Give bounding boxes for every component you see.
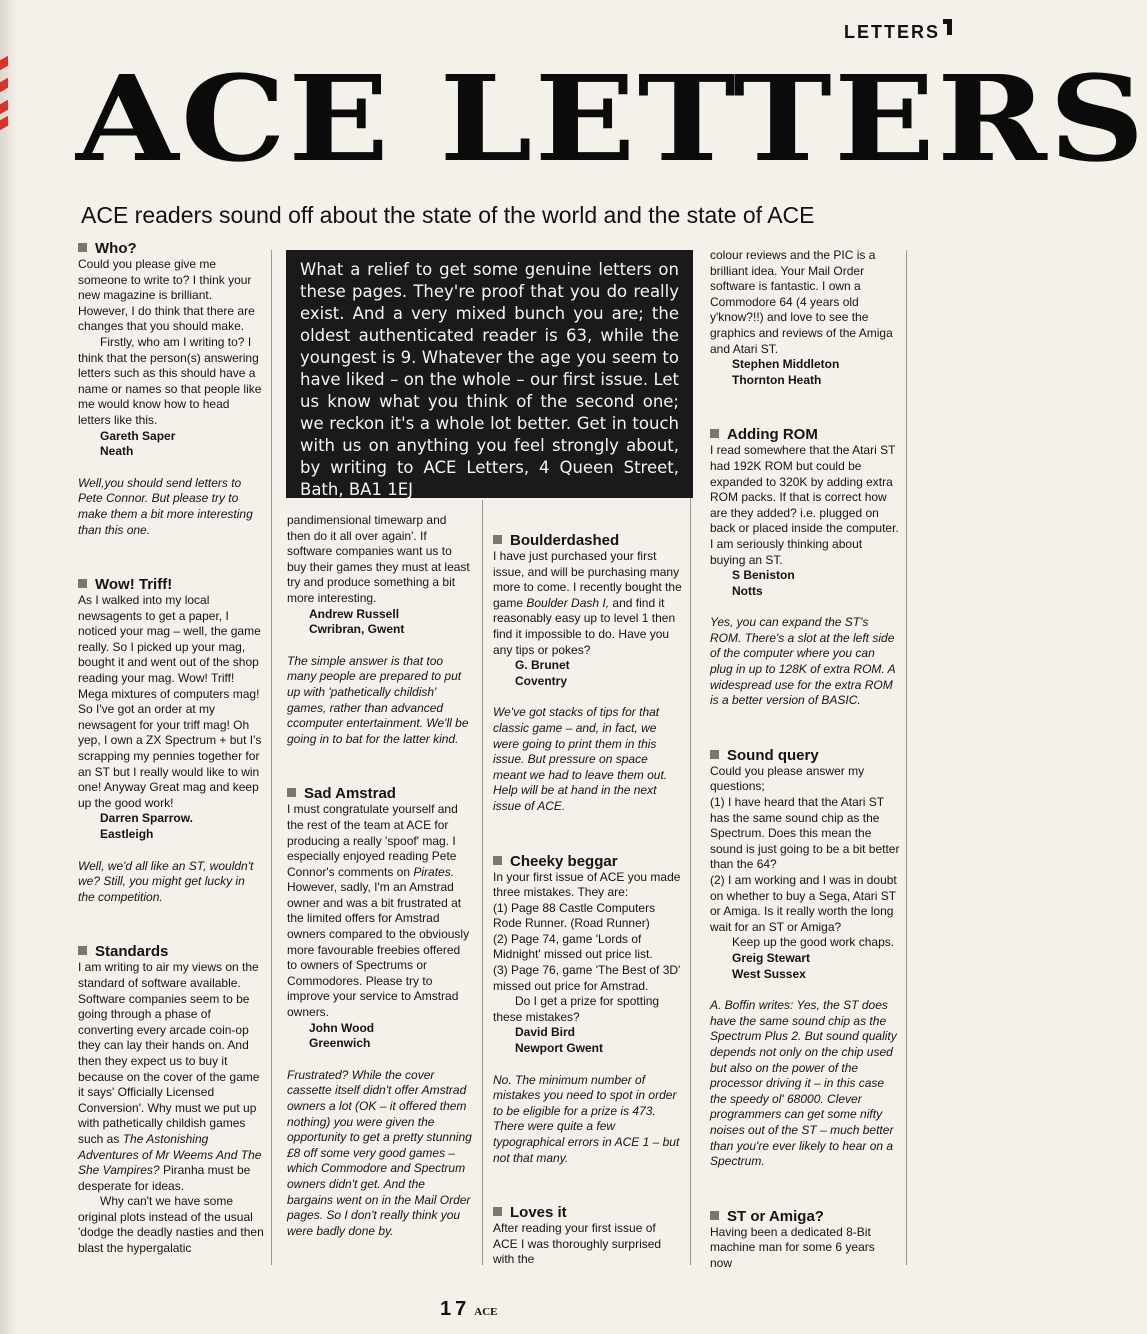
signature-place: West Sussex bbox=[732, 966, 806, 981]
bullet-square-icon bbox=[493, 1207, 502, 1216]
letter-body: I must congratulate yourself and the rest of the team at ACE for producing a really 'spoof' mag. I especially enjoyed reading Pete Connor's comments on Pirates. However, sadly, I'm an Amstrad owner and was a bit frustrated at the limited offers for Amstrad owners compared to the obviously more favourable freebies offered to owners of Spectrums or Commodores. Please try to improve your service to Amstrad owners. bbox=[287, 802, 470, 1020]
letter-heading: Sad Amstrad bbox=[287, 785, 473, 802]
magazine-name: ACE bbox=[474, 1306, 498, 1318]
letter-list-item: (1) Page 88 Castle Computers Rode Runner. (Road Runner) bbox=[493, 900, 656, 931]
bullet-square-icon bbox=[78, 946, 87, 955]
signature-place: Cwribran, Gwent bbox=[309, 622, 405, 637]
signature-place: Notts bbox=[732, 583, 763, 598]
spine-color-mark bbox=[0, 56, 8, 71]
signature-name: Gareth Saper bbox=[100, 428, 176, 443]
spine-color-mark bbox=[0, 116, 8, 131]
letter-adding-rom bbox=[710, 426, 900, 709]
editor-reply: The simple answer is that too many people are prepared to put up with 'pathetically childish' games, rather than advanced ccomputer entertainment. We'll be going in to bat for the latter kind. bbox=[287, 653, 469, 746]
editor-reply: Yes, you can expand the ST's ROM. There's a slot at the left side of the computer where you can plug in up to 128K of extra ROM. A widespread use for the extra ROM is a better version of BASIC. bbox=[710, 615, 896, 708]
column-divider bbox=[906, 250, 907, 1265]
letter-body: Why can't we have some original plots instead of the usual 'dodge the deadly nasties and then blast the hypergalatic bbox=[78, 1194, 264, 1256]
letter-loves-it-continued bbox=[710, 248, 900, 388]
signature-name: G. Brunet bbox=[515, 658, 570, 673]
column-divider bbox=[271, 250, 272, 1265]
section-tag: LETTERS bbox=[844, 22, 940, 43]
bullet-square-icon bbox=[710, 429, 719, 438]
letter-body: Could you please give me someone to write to? I think your new magazine is brilliant. However, I do think that there are changes that you should make. bbox=[78, 257, 255, 334]
letter-list-item: (1) I have heard that the Atari ST has the same sound chip as the Spectrum. Does this mean the sound is just going to be a bit better than the 64? bbox=[710, 795, 900, 872]
page-folio bbox=[440, 1298, 497, 1321]
letter-body: I am writing to air my views on the standard of software available. Software companies seem to be going through a phase of converting every arcade coin-op they can lay their hands on. And then they expect us to buy it because on the cover of the game it says' Officially Licensed Conversion'. Why must we put up with pathetically childish games such as The Astonishing Adventures of Mr Weems And The She Vampires? Piranha must be desperate for ideas. bbox=[78, 960, 262, 1193]
letter-list-item: (3) Page 76, game 'The Best of 3D' missed out price for Amstrad. bbox=[493, 963, 681, 993]
editor-reply: No. The minimum number of mistakes you need to spot in order to be eligible for a prize is 473. There were quite a few typographical errors in ACE 1 – but not that many. bbox=[493, 1072, 680, 1165]
bullet-square-icon bbox=[493, 856, 502, 865]
spine-color-mark bbox=[0, 78, 8, 93]
signature-place: Neath bbox=[100, 444, 134, 459]
letter-heading: Standards bbox=[78, 943, 264, 960]
editor-reply: Well,you should send letters to Pete Connor. But please try to make them a bit more interesting than this one. bbox=[78, 475, 253, 537]
signature-place: Coventry bbox=[515, 673, 568, 688]
letter-boulderdashed bbox=[493, 532, 683, 815]
intro-callout: What a relief to get some genuine letters on these pages. They're proof that you do really exist. And a very mixed bunch you are; the oldest authenticated reader is 63, while the youngest is 9. Whatever the age you seem to have liked – on the whole – our first issue. Let us know what you think of the second one; we reckon it's a whole lot better. Get in touch with us on anything you feel strongly about, by writing to ACE Letters, 4 Queen Street, Bath, BA1 1EJ bbox=[286, 250, 693, 498]
editor-reply: We've got stacks of tips for that classic game – and, in fact, we were going to print them in this issue. But pressure on space meant we had to leave them out. Help will be at hand in the next issue of ACE. bbox=[493, 705, 668, 813]
column-1 bbox=[78, 240, 264, 1257]
letter-heading: ST or Amiga? bbox=[710, 1208, 900, 1225]
bullet-square-icon bbox=[493, 535, 502, 544]
letter-body: After reading your first issue of ACE I was thoroughly surprised with the bbox=[493, 1221, 662, 1267]
signature-place: Greenwich bbox=[309, 1036, 371, 1051]
signature-name: John Wood bbox=[309, 1020, 375, 1035]
letter-sad-amstrad bbox=[287, 785, 473, 1239]
column-3 bbox=[493, 532, 683, 1268]
letter-heading: Cheeky beggar bbox=[493, 853, 683, 870]
letter-body: Could you please answer my questions; bbox=[710, 763, 865, 794]
letter-heading: Adding ROM bbox=[710, 426, 900, 443]
page-subtitle: ACE readers sound off about the state of the world and the state of ACE bbox=[81, 202, 815, 228]
letter-loves-it bbox=[493, 1204, 683, 1268]
corner-mark-icon bbox=[943, 19, 952, 35]
letter-body: As I walked into my local newsagents to get a paper, I noticed your mag – well, the game really. So I picked up your mag, bought it and went out of the shop reading your mag. Wow! Triff! Mega mixtures of computers mag! So I've got an order at my newsagent for your triff mag! Oh yep, I own a ZX Spectrum + but I's scrapping my pennies together for an ST but I really would like to win one! Anyway Great mag and keep up the good work! bbox=[78, 593, 262, 810]
letter-standards-continued bbox=[287, 513, 473, 747]
signature-place: Eastleigh bbox=[100, 827, 154, 841]
bullet-square-icon bbox=[710, 1211, 719, 1220]
editor-reply: Frustrated? While the cover cassette itself didn't offer Amstrad owners a lot (OK – it offered them nothing) you were given the opportunity to get a pretty stunning £8 off some very good games – which Commodore and Spectrum owners didn't get. And the bargains went on in the Mail Order pages. So I don't really think you were badly done by. bbox=[287, 1067, 472, 1238]
letter-heading: Boulderdashed bbox=[493, 532, 683, 549]
letter-body: colour reviews and the PIC is a brilliant idea. Your Mail Order software is fantastic. I own a Commodore 64 (4 years old y'know?!!) and love to see the graphics and reviews of the Amiga and Atari ST. bbox=[710, 248, 893, 356]
letter-body: Keep up the good work chaps. bbox=[732, 935, 895, 950]
page-title: ACE LETTERS bbox=[76, 49, 1147, 188]
signature-place: Newport Gwent bbox=[515, 1041, 604, 1056]
bullet-square-icon bbox=[78, 243, 87, 252]
editor-reply: Well, we'd all like an ST, wouldn't we? Still, you might get lucky in the competition. bbox=[78, 858, 254, 904]
column-2 bbox=[287, 513, 473, 1239]
letter-body: I have just purchased your first issue, and will be purchasing many more to come. I recently bought the game Boulder Dash I, and find it reasonably easy up to level 1 then find it impossible to do. Have you any tips or pokes? bbox=[493, 549, 682, 657]
spine-color-mark bbox=[0, 100, 8, 115]
signature-place: Thornton Heath bbox=[732, 372, 822, 387]
letter-who bbox=[78, 240, 264, 538]
column-4 bbox=[710, 248, 900, 1271]
signature-name: Andrew Russell bbox=[309, 606, 400, 621]
bullet-square-icon bbox=[78, 579, 87, 588]
letter-cheeky-beggar bbox=[493, 853, 683, 1167]
letter-body: In your first issue of ACE you made three mistakes. They are: bbox=[493, 869, 681, 900]
letter-body: Do I get a prize for spotting these mistakes? bbox=[493, 994, 660, 1024]
letter-heading: Loves it bbox=[493, 1204, 683, 1221]
signature-name: Darren Sparrow. bbox=[100, 811, 193, 826]
signature-name: S Beniston bbox=[732, 568, 795, 583]
page-number: 17 bbox=[440, 1298, 471, 1320]
signature-name: Greig Stewart bbox=[732, 950, 811, 965]
letter-list-item: (2) I am working and I was in doubt on whether to buy a Sega, Atari ST or Amiga. Is it really worth the long wait for an ST or Amiga? bbox=[710, 873, 897, 934]
letter-sound-query bbox=[710, 747, 900, 1170]
signature-name: David Bird bbox=[515, 1025, 576, 1040]
letter-heading: Wow! Triff! bbox=[78, 576, 264, 593]
signature-name: Stephen Middleton bbox=[732, 357, 840, 372]
letter-heading: Who? bbox=[78, 240, 264, 257]
letter-wow-triff bbox=[78, 576, 264, 905]
letter-body: I read somewhere that the Atari ST had 192K ROM but could be expanded to 320K by adding extra ROM packs. If that is correct how are they added? i.e. plugged on back or placed inside the computer. I am seriously thinking about buying an ST. bbox=[710, 443, 899, 567]
bullet-square-icon bbox=[710, 750, 719, 759]
column-divider bbox=[482, 500, 483, 1265]
letter-st-or-amiga bbox=[710, 1208, 900, 1272]
letter-body: Firstly, who am I writing to? I think that the person(s) answering letters such as this should have a name or names so that people like me would know how to head letters like this. bbox=[78, 334, 262, 427]
letter-body: pandimensional timewarp and then do it all over again'. If software companies want us to buy their games they must at least try and produce something a bit more interesting. bbox=[287, 513, 470, 605]
letter-heading: Sound query bbox=[710, 747, 900, 764]
letter-body: Having been a dedicated 8-Bit machine man for some 6 years now bbox=[710, 1224, 875, 1270]
letter-list-item: (2) Page 74, game 'Lords of Midnight' missed out price list. bbox=[493, 931, 653, 962]
editor-reply: A. Boffin writes: Yes, the ST does have the same sound chip as the Spectrum Plus 2. But sound quality depends not only on the chip used but also on the power of the processor driving it – in this case the speedy ol' 68000. Clever programmers can get some nifty noises out of the ST – much better than you're ever likely to hear on a Spectrum. bbox=[710, 998, 897, 1169]
bullet-square-icon bbox=[287, 788, 296, 797]
letter-standards bbox=[78, 943, 264, 1256]
page-spine bbox=[0, 0, 16, 1334]
